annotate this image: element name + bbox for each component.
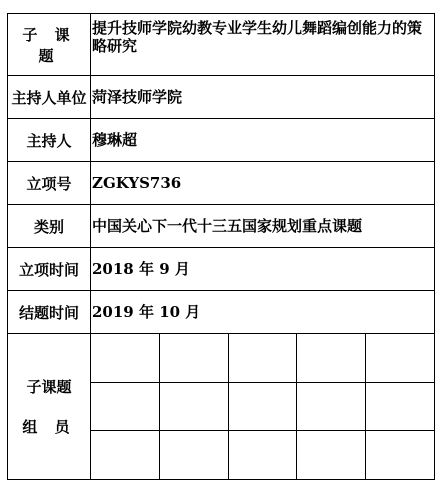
member-slot [365, 382, 434, 431]
research-form-table [7, 13, 435, 480]
conclusion-time-label: 结题时间 [8, 291, 91, 334]
host-unit-label: 主持人单位 [8, 76, 91, 119]
member-slot [91, 431, 160, 479]
row-category [8, 205, 435, 248]
row-members [8, 334, 435, 480]
host-label: 主持人 [8, 119, 91, 162]
topic-label [8, 14, 91, 76]
topic-value: 提升技师学院幼教专业学生幼儿舞蹈编创能力的策略研究 [91, 14, 435, 76]
approval-time-label: 立项时间 [8, 248, 91, 291]
row-approval-time [8, 248, 435, 291]
category-label: 类别 [8, 205, 91, 248]
member-slot [91, 334, 160, 382]
members-label [8, 334, 91, 480]
conclusion-time-value: 2019 年 10 月 [91, 291, 435, 334]
members-grid-cell [91, 334, 435, 480]
member-slot [160, 382, 229, 431]
members-grid [91, 334, 434, 479]
members-grid-row [91, 382, 434, 431]
project-no-label: 立项号 [8, 162, 91, 205]
member-slot [228, 334, 297, 382]
member-slot [365, 431, 434, 479]
members-label-line1: 子课题 [26, 377, 72, 396]
member-slot [228, 382, 297, 431]
approval-time-value: 2018 年 9 月 [91, 248, 435, 291]
member-slot [297, 431, 366, 479]
member-slot [228, 431, 297, 479]
row-conclusion-time [8, 291, 435, 334]
member-slot [160, 334, 229, 382]
member-slot [297, 334, 366, 382]
row-host [8, 119, 435, 162]
host-unit-value: 菏泽技师学院 [91, 76, 435, 119]
members-label-line2: 组 员 [22, 417, 76, 436]
category-value: 中国关心下一代十三五国家规划重点课题 [91, 205, 435, 248]
row-project-no [8, 162, 435, 205]
row-topic [8, 14, 435, 76]
members-grid-row [91, 334, 434, 382]
member-slot [91, 382, 160, 431]
topic-label-text: 子 课 题 [22, 25, 76, 65]
member-slot [365, 334, 434, 382]
member-slot [297, 382, 366, 431]
member-slot [160, 431, 229, 479]
project-no-value: ZGKYS736 [91, 162, 435, 205]
host-value: 穆琳超 [91, 119, 435, 162]
members-grid-row [91, 431, 434, 479]
row-host-unit [8, 76, 435, 119]
